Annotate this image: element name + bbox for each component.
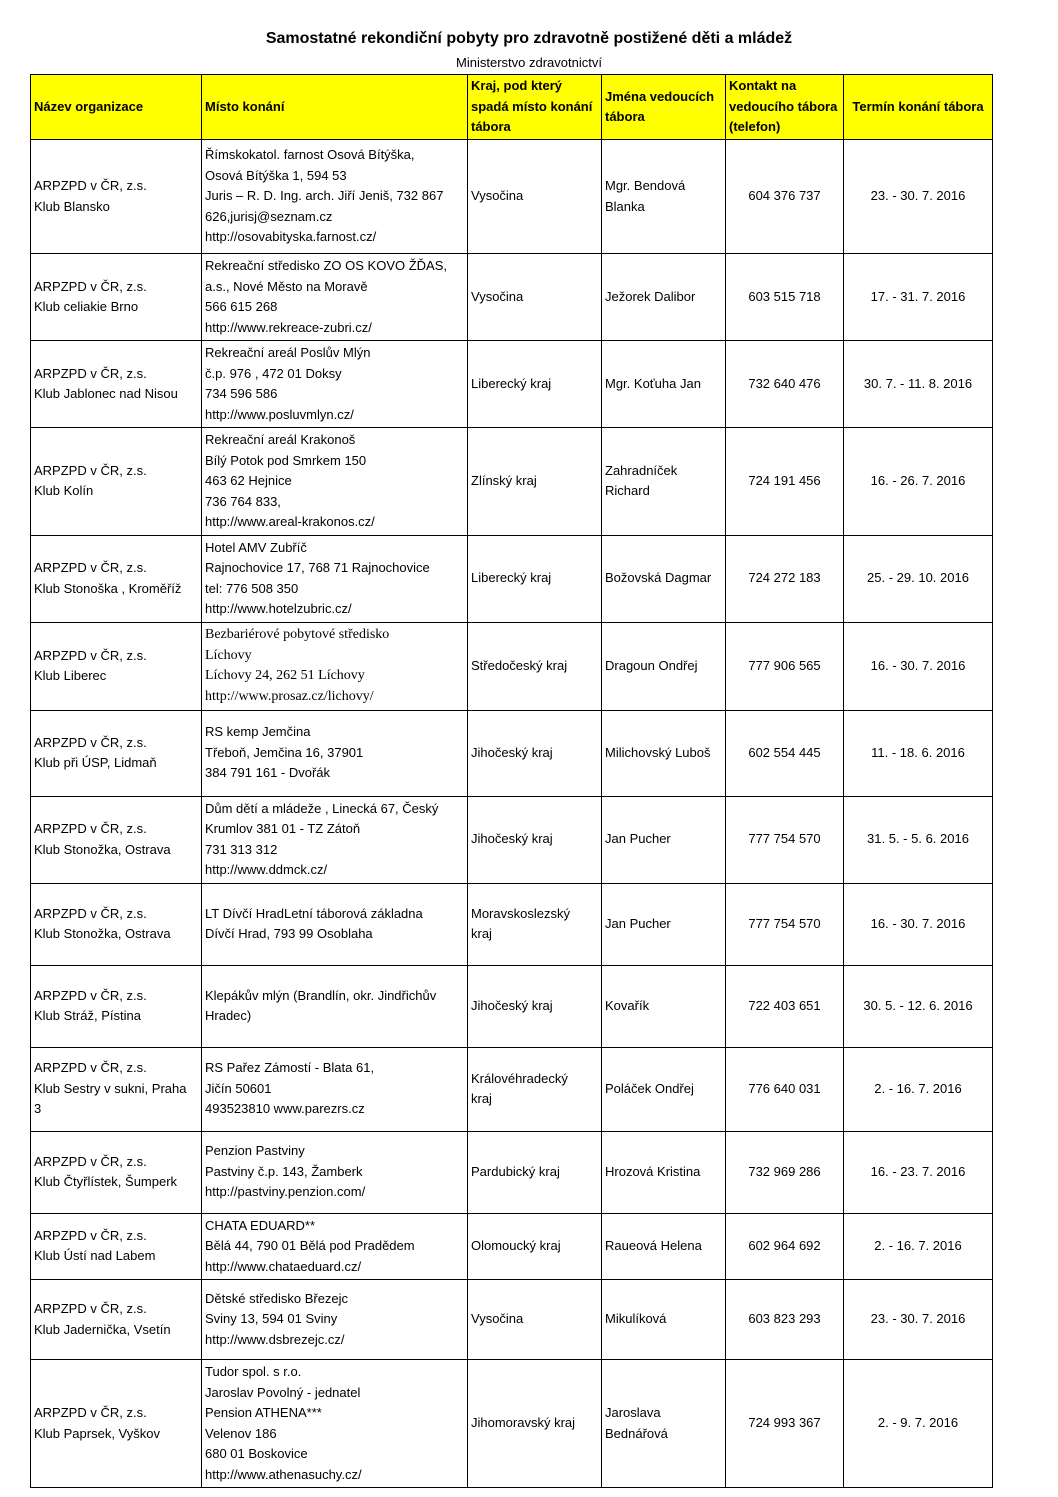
organization-cell [31,254,202,341]
leader-cell-line: Kovařík [605,997,650,1013]
date-cell: 16. - 30. 7. 2016 [844,883,993,965]
table-row [31,535,993,622]
table-row [31,965,993,1047]
phone-cell: 722 403 651 [726,965,844,1047]
leader-cell-line: Mgr. Koťuha Jan [605,375,701,391]
organization-cell-line: Klub Stonožka, Ostrava [34,841,171,857]
region-cell [468,1280,602,1360]
organization-cell-line: ARPZPD v ČR, z.s. [34,821,147,836]
place-cell-line: a.s., Nové Město na Moravě [205,278,368,294]
place-cell-line: Pension ATHENA*** [205,1405,322,1420]
table-row [31,622,993,710]
leader-cell-line: Jan Pucher [605,915,671,931]
date-cell: 23. - 30. 7. 2016 [844,1280,993,1360]
organization-cell-line: ARPZPD v ČR, z.s. [34,365,147,381]
place-cell-line: http://www.hotelzubric.cz/ [205,601,352,616]
organization-cell-line: ARPZPD v ČR, z.s. [34,1227,147,1243]
region-cell [468,1213,602,1280]
table-row [31,254,993,341]
organization-cell [31,1213,202,1280]
header-leaders: Jména vedoucích tábora [602,75,726,140]
place-cell-line: Třeboň, Jemčina 16, 37901 [205,744,364,760]
place-cell-line: Bílý Potok pod Smrkem 150 [205,452,367,468]
region-cell-line: Jihočeský kraj [471,831,553,847]
phone-cell: 603 515 718 [726,254,844,341]
date-cell: 23. - 30. 7. 2016 [844,140,993,254]
leader-cell [602,1131,726,1213]
region-cell-line: kraj [471,1091,492,1106]
leader-cell [602,622,726,710]
leader-cell-line: Milichovský Luboš [605,744,711,760]
place-cell [202,1047,468,1131]
place-cell-line: Tudor spol. s r.o. [205,1364,302,1379]
place-cell-line: RS Pařez Zámostí - Blata 61, [205,1060,375,1076]
organization-cell-line: Klub Čtyřlístek, Šumperk [34,1174,178,1189]
phone-cell: 603 823 293 [726,1280,844,1360]
header-contact: Kontakt na vedoucího tábora (telefon) [726,75,844,140]
organization-cell-line: Klub Stráž, Pístina [34,1008,141,1023]
place-cell-line: http://www.athenasuchy.cz/ [205,1466,362,1482]
place-cell [202,1131,468,1213]
place-cell [202,535,468,622]
place-cell [202,341,468,428]
organization-cell-line: ARPZPD v ČR, z.s. [34,1405,147,1420]
region-cell-line: Liberecký kraj [471,570,552,586]
region-cell [468,1360,602,1488]
place-cell [202,140,468,254]
place-cell [202,796,468,883]
organization-cell [31,965,202,1047]
phone-cell: 602 964 692 [726,1213,844,1280]
organization-cell-line: ARPZPD v ČR, z.s. [34,178,147,193]
region-cell [468,710,602,796]
table-header-row [31,75,993,140]
table-row [31,1047,993,1131]
organization-cell-line: Klub Jablonec nad Nisou [34,386,178,401]
leader-cell-line: Božovská Dagmar [605,570,712,586]
place-cell-line: 734 596 586 [205,386,278,401]
organization-cell-line: ARPZPD v ČR, z.s. [34,987,147,1003]
leader-cell [602,341,726,428]
organization-cell-line: ARPZPD v ČR, z.s. [34,905,147,921]
place-cell-line: Římskokatol. farnost Osová Bítýška, [205,147,415,163]
organization-cell-line: Klub Paprsek, Vyškov [34,1425,160,1441]
table-row [31,1213,993,1280]
leader-cell-line: Hrozová Kristina [605,1163,701,1179]
leader-cell-line: Mgr. Bendová [605,178,686,193]
region-cell-line: Zlínský kraj [471,473,537,488]
phone-cell: 602 554 445 [726,710,844,796]
place-cell-line: http://pastviny.penzion.com/ [205,1184,366,1200]
table-row [31,883,993,965]
region-cell-line: Vysočina [471,1311,524,1327]
region-cell [468,796,602,883]
place-cell-line: 384 791 161 - Dvořák [205,765,331,781]
place-cell [202,883,468,965]
place-cell-line: 626,jurisj@seznam.cz [205,208,333,224]
organization-cell [31,535,202,622]
document-title: Samostatné rekondiční pobyty pro zdravotně postižené děti a mládež [265,30,793,47]
place-cell-line: Pastviny č.p. 143, Žamberk [205,1163,363,1179]
date-cell: 16. - 30. 7. 2016 [844,622,993,710]
place-cell-line: Osová Bítýška 1, 594 53 [205,167,347,183]
place-cell-line: Krumlov 381 01 - TZ Zátoň [205,821,361,836]
region-cell [468,140,602,254]
region-cell [468,622,602,710]
region-cell-line: Královéhradecký [471,1070,568,1086]
table-row [31,341,993,428]
header-region: Kraj, pod který spadá místo konání tábora [468,75,602,140]
place-cell-line: Sviny 13, 594 01 Sviny [205,1311,338,1327]
place-cell-line: Rekreační středisko ZO OS KOVO ŽĎAS, [205,258,448,273]
place-cell-line: http://www.chataeduard.cz/ [205,1258,362,1274]
place-cell-line: Bezbariérové pobytové středisko [205,627,390,642]
leader-cell-line: Bednářová [605,1425,668,1441]
organization-cell-line: Klub Jadernička, Vsetín [34,1321,171,1337]
place-cell-line: Dětské středisko Březejc [205,1290,349,1306]
table-row [31,710,993,796]
place-cell-line: Klepákův mlýn (Brandlín, okr. Jindřichův [205,987,437,1003]
place-cell [202,965,468,1047]
organization-cell [31,622,202,710]
table-row [31,428,993,536]
region-cell-line: Olomoucký kraj [471,1238,561,1253]
region-cell-line: Pardubický kraj [471,1163,560,1179]
place-cell [202,710,468,796]
place-cell-line: http://www.dsbrezejc.cz/ [205,1331,345,1347]
organization-cell-line: Klub Kolín [34,483,94,499]
leader-cell [602,254,726,341]
date-cell: 2. - 9. 7. 2016 [844,1360,993,1488]
place-cell-line: http://www.prosaz.cz/lichovy/ [205,688,374,704]
leader-cell-line: Blanka [605,198,645,214]
camps-table [30,74,993,1488]
place-cell-line: 680 01 Boskovice [205,1446,308,1461]
phone-cell: 777 906 565 [726,622,844,710]
place-cell-line: Líchovy 24, 262 51 Líchovy [205,668,365,683]
leader-cell-line: Poláček Ondřej [605,1080,694,1096]
organization-cell-line: ARPZPD v ČR, z.s. [34,1153,147,1169]
place-cell-line: Hotel AMV Zubříč [205,539,307,555]
region-cell [468,1047,602,1131]
place-cell-line: Velenov 186 [205,1425,277,1441]
date-cell: 30. 7. - 11. 8. 2016 [844,341,993,428]
leader-cell-line: Richard [605,483,650,499]
leader-cell [602,1047,726,1131]
table-row [31,796,993,883]
region-cell [468,254,602,341]
region-cell [468,535,602,622]
date-cell: 30. 5. - 12. 6. 2016 [844,965,993,1047]
place-cell [202,1280,468,1360]
leader-cell [602,428,726,536]
date-cell: 31. 5. - 5. 6. 2016 [844,796,993,883]
organization-cell-line: ARPZPD v ČR, z.s. [34,1060,147,1076]
place-cell [202,1213,468,1280]
phone-cell: 724 272 183 [726,535,844,622]
date-cell: 2. - 16. 7. 2016 [844,1047,993,1131]
table-row [31,140,993,254]
place-cell-line: Penzion Pastviny [205,1143,305,1159]
region-cell-line: Vysočina [471,188,524,204]
organization-cell-line: 3 [34,1101,42,1117]
header-date: Termín konání tábora [844,75,993,140]
organization-cell-line: ARPZPD v ČR, z.s. [34,734,147,750]
organization-cell [31,1131,202,1213]
region-cell-line: kraj [471,926,492,941]
date-cell: 17. - 31. 7. 2016 [844,254,993,341]
region-cell [468,428,602,536]
place-cell-line: 493523810 www.parezrs.cz [205,1101,365,1117]
header-organization: Název organizace [31,75,202,140]
organization-cell-line: Klub celiakie Brno [34,299,139,314]
place-cell-line: LT Dívčí HradLetní táborová základna [205,905,423,921]
date-cell: 16. - 26. 7. 2016 [844,428,993,536]
organization-cell-line: Klub Stonožka, Ostrava [34,926,171,941]
place-cell-line: Dům dětí a mládeže , Linecká 67, Český [205,800,439,816]
place-cell-line: Rajnochovice 17, 768 71 Rajnochovice [205,560,430,575]
leader-cell [602,1280,726,1360]
organization-cell [31,1047,202,1131]
organization-cell-line: ARPZPD v ČR, z.s. [34,278,147,294]
organization-cell [31,1280,202,1360]
place-cell-line: Rekreační areál Poslův Mlýn [205,345,371,360]
place-cell-line: 566 615 268 [205,299,278,314]
leader-cell-line: Raueová Helena [605,1238,702,1253]
table-body [31,140,993,1488]
phone-cell: 604 376 737 [726,140,844,254]
place-cell-line: 463 62 Hejnice [205,473,292,488]
organization-cell-line: ARPZPD v ČR, z.s. [34,647,147,663]
region-cell-line: Středočeský kraj [471,657,568,673]
leader-cell [602,140,726,254]
leader-cell-line: Dragoun Ondřej [605,657,698,673]
region-cell-line: Vysočina [471,288,524,304]
header-place: Místo konání [202,75,468,140]
place-cell-line: Bělá 44, 790 01 Bělá pod Pradědem [205,1238,415,1253]
region-cell-line: Jihočeský kraj [471,997,553,1013]
organization-cell-line: Klub Ústí nad Labem [34,1248,156,1264]
leader-cell-line: Jan Pucher [605,831,671,847]
phone-cell: 776 640 031 [726,1047,844,1131]
place-cell-line: Rekreační areál Krakonoš [205,432,356,447]
place-cell-line: tel: 776 508 350 [205,580,299,596]
region-cell [468,1131,602,1213]
region-cell [468,341,602,428]
organization-cell [31,428,202,536]
phone-cell: 724 993 367 [726,1360,844,1488]
organization-cell-line: ARPZPD v ČR, z.s. [34,462,147,478]
phone-cell: 777 754 570 [726,796,844,883]
organization-cell [31,1360,202,1488]
region-cell-line: Jihočeský kraj [471,744,553,760]
organization-cell-line: Klub Liberec [34,668,107,683]
leader-cell-line: Mikulíková [605,1311,667,1327]
place-cell-line: http://osovabityska.farnost.cz/ [205,229,377,245]
place-cell [202,428,468,536]
place-cell-line: Hradec) [205,1008,252,1023]
date-cell: 25. - 29. 10. 2016 [844,535,993,622]
date-cell: 2. - 16. 7. 2016 [844,1213,993,1280]
region-cell [468,883,602,965]
place-cell-line: Jičín 50601 [205,1080,272,1096]
place-cell-line: http://www.posluvmlyn.cz/ [205,406,354,422]
place-cell [202,622,468,710]
leader-cell-line: Zahradníček [605,462,678,478]
leader-cell-line: Ježorek Dalibor [605,288,696,304]
region-cell-line: Liberecký kraj [471,375,552,391]
place-cell-line: http://www.areal-krakonos.cz/ [205,514,375,529]
leader-cell [602,796,726,883]
organization-cell [31,883,202,965]
place-cell-line: č.p. 976 , 472 01 Doksy [205,365,342,381]
region-cell-line: Jihomoravský kraj [471,1415,576,1431]
organization-cell-line: Klub Sestry v sukni, Praha [34,1080,187,1096]
organization-cell [31,710,202,796]
place-cell-line: Jaroslav Povolný - jednatel [205,1384,361,1400]
place-cell-line: Juris – R. D. Ing. arch. Jiří Jeniš, 732 867 [205,188,444,204]
place-cell-line: 731 313 312 [205,841,278,857]
place-cell [202,254,468,341]
organization-cell [31,341,202,428]
organization-cell-line: Klub Blansko [34,198,110,214]
organization-cell [31,140,202,254]
phone-cell: 777 754 570 [726,883,844,965]
place-cell-line: Líchovy [205,647,252,663]
leader-cell [602,1360,726,1488]
place-cell-line: Dívčí Hrad, 793 99 Osoblaha [205,926,373,941]
region-cell-line: Moravskoslezský [471,905,570,921]
place-cell-line: 736 764 833, [205,493,281,509]
place-cell-line: RS kemp Jemčina [205,724,311,740]
region-cell [468,965,602,1047]
phone-cell: 732 640 476 [726,341,844,428]
leader-cell-line: Jaroslava [605,1405,661,1420]
organization-cell-line: Klub Stonoška , Kroměříž [34,580,182,596]
place-cell-line: CHATA EDUARD** [205,1217,316,1233]
phone-cell: 724 191 456 [726,428,844,536]
organization-cell-line: ARPZPD v ČR, z.s. [34,1301,147,1316]
organization-cell-line: Klub při ÚSP, Lidmaň [34,755,157,770]
document-subtitle: Ministerstvo zdravotnictví [456,55,602,70]
leader-cell [602,710,726,796]
organization-cell-line: ARPZPD v ČR, z.s. [34,560,147,575]
leader-cell [602,1213,726,1280]
date-cell: 11. - 18. 6. 2016 [844,710,993,796]
leader-cell [602,965,726,1047]
leader-cell [602,883,726,965]
table-row [31,1360,993,1488]
table-row [31,1280,993,1360]
place-cell [202,1360,468,1488]
table-row [31,1131,993,1213]
organization-cell [31,796,202,883]
phone-cell: 732 969 286 [726,1131,844,1213]
date-cell: 16. - 23. 7. 2016 [844,1131,993,1213]
place-cell-line: http://www.rekreace-zubri.cz/ [205,319,372,335]
leader-cell [602,535,726,622]
place-cell-line: http://www.ddmck.cz/ [205,862,328,877]
